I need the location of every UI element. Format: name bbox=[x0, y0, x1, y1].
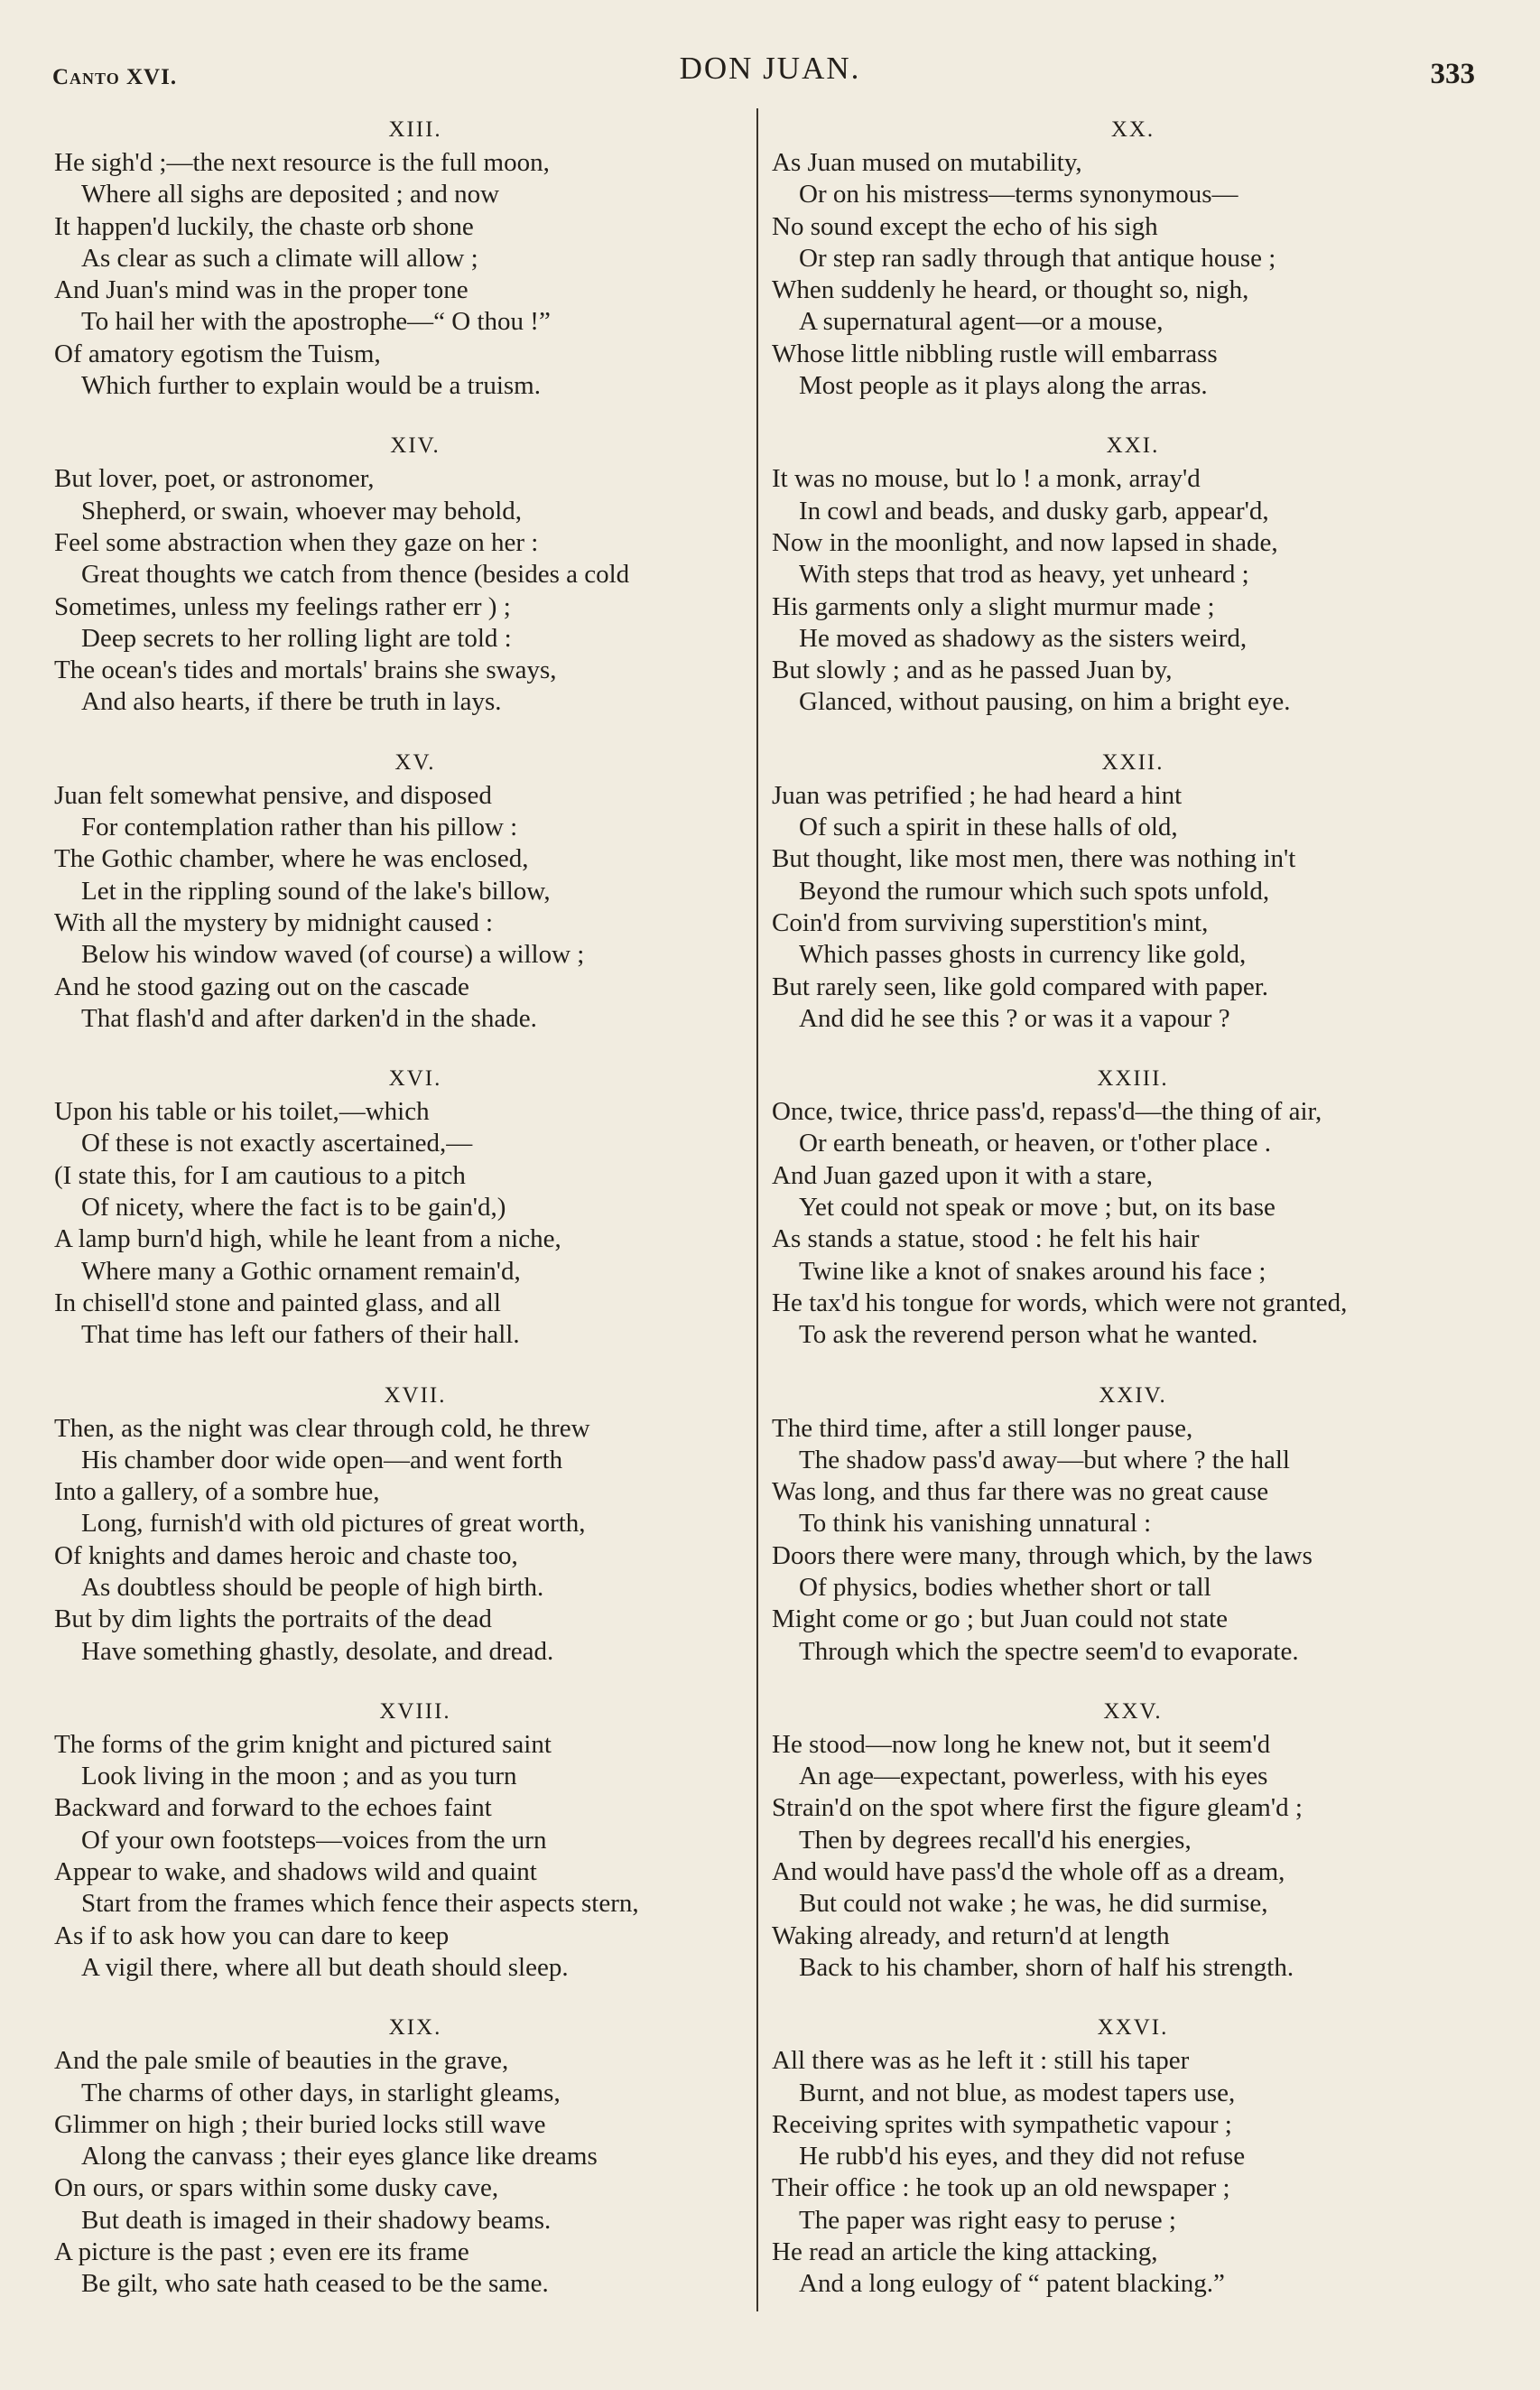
verse-line: But thought, like most men, there was nothing in't bbox=[772, 844, 1296, 874]
stanza-number: XXV. bbox=[1103, 1698, 1163, 1724]
verse-line: Waking already, and return'd at length bbox=[772, 1920, 1170, 1950]
verse-line: But slowly ; and as he passed Juan by, bbox=[772, 656, 1173, 685]
verse-line: To hail her with the apostrophe—“ O thou !” bbox=[81, 307, 551, 337]
stanza bbox=[54, 746, 776, 1035]
stanza-number: XIII. bbox=[388, 117, 442, 142]
verse-line: That time has left our fathers of their hall. bbox=[81, 1320, 520, 1350]
stanza bbox=[772, 2011, 1494, 2300]
verse-line: As doubtless should be people of high birth. bbox=[81, 1572, 544, 1602]
verse-line: Where many a Gothic ornament remain'd, bbox=[81, 1256, 521, 1286]
verse-line: Along the canvass ; their eyes glance like dreams bbox=[81, 2142, 598, 2171]
verse-line: The forms of the grim knight and pictured saint bbox=[54, 1729, 552, 1759]
verse-line: Juan was petrified ; he had heard a hint bbox=[772, 780, 1183, 810]
verse-line: Which further to explain would be a truism. bbox=[81, 371, 541, 401]
verse-line: Twine like a knot of snakes around his face ; bbox=[799, 1256, 1266, 1286]
verse-line: Have something ghastly, desolate, and dread. bbox=[81, 1636, 554, 1666]
verse-line: With all the mystery by midnight caused : bbox=[54, 907, 494, 937]
verse-line: He moved as shadowy as the sisters weird, bbox=[799, 623, 1248, 653]
verse-line: Backward and forward to the echoes faint bbox=[54, 1793, 492, 1823]
verse-line: Once, twice, thrice pass'd, repass'd—the thing of air, bbox=[772, 1097, 1322, 1127]
verse-line: A picture is the past ; even ere its frame bbox=[54, 2237, 469, 2267]
stanza-number: XXI. bbox=[1106, 433, 1160, 459]
verse-line: Glanced, without pausing, on him a bright eye. bbox=[799, 687, 1291, 717]
stanza bbox=[772, 1695, 1494, 1984]
verse-line: And a long eulogy of “ patent blacking.” bbox=[799, 2269, 1225, 2299]
stanza-number: XV. bbox=[394, 749, 436, 775]
verse-line: Coin'd from surviving superstition's mint, bbox=[772, 907, 1209, 937]
verse-line: Then by degrees recall'd his energies, bbox=[799, 1825, 1192, 1855]
verse-line: Below his window waved (of course) a willow ; bbox=[81, 940, 585, 970]
verse-line: Great thoughts we catch from thence (besides a cold bbox=[81, 560, 630, 590]
verse-line: Of amatory egotism the Tuism, bbox=[54, 339, 381, 368]
verse-line: To think his vanishing unnatural : bbox=[799, 1509, 1152, 1539]
verse-line: All there was as he left it : still his taper bbox=[772, 2046, 1190, 2076]
verse-line: The ocean's tides and mortals' brains she sways, bbox=[54, 656, 557, 685]
stanza-number: XXII. bbox=[1101, 749, 1164, 775]
stanza bbox=[772, 429, 1494, 718]
stanza bbox=[54, 2011, 776, 2300]
verse-line: Let in the rippling sound of the lake's billow, bbox=[81, 876, 551, 906]
verse-line: Of your own footsteps—voices from the urn bbox=[81, 1825, 547, 1855]
verse-line: An age—expectant, powerless, with his eyes bbox=[799, 1762, 1268, 1791]
verse-line: Strain'd on the spot where first the figure gleam'd ; bbox=[772, 1793, 1303, 1823]
verse-line: Might come or go ; but Juan could not state bbox=[772, 1604, 1229, 1634]
book-title: DON JUAN. bbox=[679, 51, 861, 86]
verse-line: Into a gallery, of a sombre hue, bbox=[54, 1477, 380, 1507]
verse-line: The third time, after a still longer pause, bbox=[772, 1413, 1193, 1443]
verse-line: Yet could not speak or move ; but, on its base bbox=[799, 1193, 1276, 1223]
verse-line: Or step ran sadly through that antique house ; bbox=[799, 243, 1276, 273]
verse-line: Upon his table or his toilet,—which bbox=[54, 1097, 430, 1127]
verse-line: Of physics, bodies whether short or tall bbox=[799, 1572, 1211, 1602]
verse-line: Was long, and thus far there was no great cause bbox=[772, 1477, 1269, 1507]
verse-line: And Juan gazed upon it with a stare, bbox=[772, 1160, 1154, 1190]
verse-line: In cowl and beads, and dusky garb, appear'd, bbox=[799, 496, 1269, 525]
verse-line: His garments only a slight murmur made ; bbox=[772, 591, 1215, 621]
verse-line: His chamber door wide open—and went forth bbox=[81, 1445, 563, 1474]
stanza-number: XXVI. bbox=[1097, 2015, 1169, 2041]
stanza bbox=[54, 113, 776, 402]
verse-line: He rubb'd his eyes, and they did not refuse bbox=[799, 2142, 1246, 2171]
verse-line: As if to ask how you can dare to keep bbox=[54, 1920, 450, 1950]
verse-line: But by dim lights the portraits of the dead bbox=[54, 1604, 492, 1634]
stanza-number: XVII. bbox=[384, 1382, 447, 1408]
verse-line: Now in the moonlight, and now lapsed in shade, bbox=[772, 527, 1278, 557]
verse-line: Their office : he took up an old newspaper ; bbox=[772, 2173, 1230, 2203]
stanza bbox=[772, 746, 1494, 1035]
verse-line: Of knights and dames heroic and chaste too, bbox=[54, 1540, 518, 1570]
verse-line: Which passes ghosts in currency like gold, bbox=[799, 940, 1247, 970]
stanza bbox=[54, 1695, 776, 1984]
verse-line: Feel some abstraction when they gaze on her : bbox=[54, 527, 539, 557]
verse-line: Look living in the moon ; and as you turn bbox=[81, 1762, 517, 1791]
verse-line: Where all sighs are deposited ; and now bbox=[81, 180, 500, 209]
verse-line: He stood—now long he knew not, but it seem'd bbox=[772, 1729, 1271, 1759]
column-divider bbox=[756, 108, 758, 2311]
stanza bbox=[772, 1379, 1494, 1668]
verse-line: As stands a statue, stood : he felt his hair bbox=[772, 1224, 1200, 1254]
verse-line: Whose little nibbling rustle will embarrass bbox=[772, 339, 1218, 368]
verse-line: He sigh'd ;—the next resource is the full moon, bbox=[54, 148, 550, 177]
verse-line: As clear as such a climate will allow ; bbox=[81, 243, 478, 273]
canto-label: Canto XVI. bbox=[52, 65, 178, 89]
verse-line: Juan felt somewhat pensive, and disposed bbox=[54, 780, 492, 810]
verse-line: Glimmer on high ; their buried locks still wave bbox=[54, 2109, 546, 2139]
page-number: 333 bbox=[1430, 58, 1475, 90]
verse-line: Then, as the night was clear through cold, he threw bbox=[54, 1413, 590, 1443]
verse-line: He read an article the king attacking, bbox=[772, 2237, 1158, 2267]
verse-line: Appear to wake, and shadows wild and quaint bbox=[54, 1857, 537, 1887]
verse-line: In chisell'd stone and painted glass, and all bbox=[54, 1288, 501, 1317]
verse-line: Of these is not exactly ascertained,— bbox=[81, 1129, 473, 1158]
stanza bbox=[772, 113, 1494, 402]
verse-line: The charms of other days, in starlight gleams, bbox=[81, 2078, 561, 2107]
verse-line: Of such a spirit in these halls of old, bbox=[799, 813, 1178, 842]
verse-line: Back to his chamber, shorn of half his strength. bbox=[799, 1952, 1294, 1982]
verse-line: Through which the spectre seem'd to evaporate. bbox=[799, 1636, 1299, 1666]
verse-line: And the pale smile of beauties in the grave, bbox=[54, 2046, 509, 2076]
verse-line: To ask the reverend person what he wanted. bbox=[799, 1320, 1258, 1350]
verse-line: It was no mouse, but lo ! a monk, array'd bbox=[772, 464, 1201, 494]
verse-line: And he stood gazing out on the cascade bbox=[54, 972, 469, 1001]
verse-line: And did he see this ? or was it a vapour ? bbox=[799, 1003, 1230, 1033]
stanza-number: XIV. bbox=[390, 433, 441, 459]
verse-line: Long, furnish'd with old pictures of great worth, bbox=[81, 1509, 586, 1539]
verse-line: For contemplation rather than his pillow : bbox=[81, 813, 518, 842]
verse-line: Or on his mistress—terms synonymous— bbox=[799, 180, 1238, 209]
verse-line: But lover, poet, or astronomer, bbox=[54, 464, 375, 494]
verse-line: Or earth beneath, or heaven, or t'other place . bbox=[799, 1129, 1271, 1158]
verse-line: And also hearts, if there be truth in lays. bbox=[81, 687, 502, 717]
verse-line: Deep secrets to her rolling light are told : bbox=[81, 623, 512, 653]
verse-line: With steps that trod as heavy, yet unheard ; bbox=[799, 560, 1249, 590]
running-header bbox=[0, 45, 1540, 99]
verse-line: A vigil there, where all but death should sleep. bbox=[81, 1952, 569, 1982]
left-column bbox=[54, 113, 776, 2301]
verse-line: Burnt, and not blue, as modest tapers use, bbox=[799, 2078, 1236, 2107]
verse-line: No sound except the echo of his sigh bbox=[772, 211, 1158, 241]
verse-line: Shepherd, or swain, whoever may behold, bbox=[81, 496, 523, 525]
verse-line: On ours, or spars within some dusky cave, bbox=[54, 2173, 499, 2203]
verse-line: When suddenly he heard, or thought so, nigh, bbox=[772, 275, 1249, 305]
verse-line: Most people as it plays along the arras. bbox=[799, 371, 1208, 401]
stanza bbox=[54, 1379, 776, 1668]
verse-line: But could not wake ; he was, he did surmise, bbox=[799, 1889, 1268, 1919]
verse-line: The Gothic chamber, where he was enclosed, bbox=[54, 844, 529, 874]
verse-line: A lamp burn'd high, while he leant from a niche, bbox=[54, 1224, 561, 1254]
stanza-number: XXIV. bbox=[1099, 1382, 1167, 1408]
verse-line: But death is imaged in their shadowy beams. bbox=[81, 2205, 552, 2235]
verse-line: The paper was right easy to peruse ; bbox=[799, 2205, 1176, 2235]
verse-line: Of nicety, where the fact is to be gain'd,) bbox=[81, 1193, 506, 1223]
verse-line: Doors there were many, through which, by the laws bbox=[772, 1540, 1313, 1570]
verse-line: (I state this, for I am cautious to a pitch bbox=[54, 1160, 466, 1190]
verse-line: Sometimes, unless my feelings rather err ) ; bbox=[54, 591, 511, 621]
verse-line: Receiving sprites with sympathetic vapour ; bbox=[772, 2109, 1232, 2139]
verse-line: Be gilt, who sate hath ceased to be the same. bbox=[81, 2269, 549, 2299]
right-column bbox=[772, 113, 1494, 2301]
verse-line: That flash'd and after darken'd in the shade. bbox=[81, 1003, 537, 1033]
verse-line: And would have pass'd the whole off as a dream, bbox=[772, 1857, 1285, 1887]
verse-line: As Juan mused on mutability, bbox=[772, 148, 1082, 177]
stanza-number: XVIII. bbox=[379, 1698, 451, 1724]
stanza bbox=[54, 1062, 776, 1351]
verse-line: But rarely seen, like gold compared with paper. bbox=[772, 972, 1269, 1001]
stanza-number: XVI. bbox=[388, 1066, 442, 1092]
verse-line: It happen'd luckily, the chaste orb shone bbox=[54, 211, 474, 241]
verse-line: And Juan's mind was in the proper tone bbox=[54, 275, 468, 305]
verse-line: A supernatural agent—or a mouse, bbox=[799, 307, 1164, 337]
verse-line: Beyond the rumour which such spots unfold, bbox=[799, 876, 1270, 906]
stanza-number: XXIII. bbox=[1097, 1066, 1169, 1092]
stanza-number: XX. bbox=[1110, 117, 1155, 142]
stanza bbox=[54, 429, 776, 718]
stanza-number: XIX. bbox=[388, 2015, 442, 2041]
verse-line: Start from the frames which fence their aspects stern, bbox=[81, 1889, 639, 1919]
verse-line: The shadow pass'd away—but where ? the hall bbox=[799, 1445, 1290, 1474]
verse-line: He tax'd his tongue for words, which were not granted, bbox=[772, 1288, 1348, 1317]
stanza bbox=[772, 1062, 1494, 1351]
